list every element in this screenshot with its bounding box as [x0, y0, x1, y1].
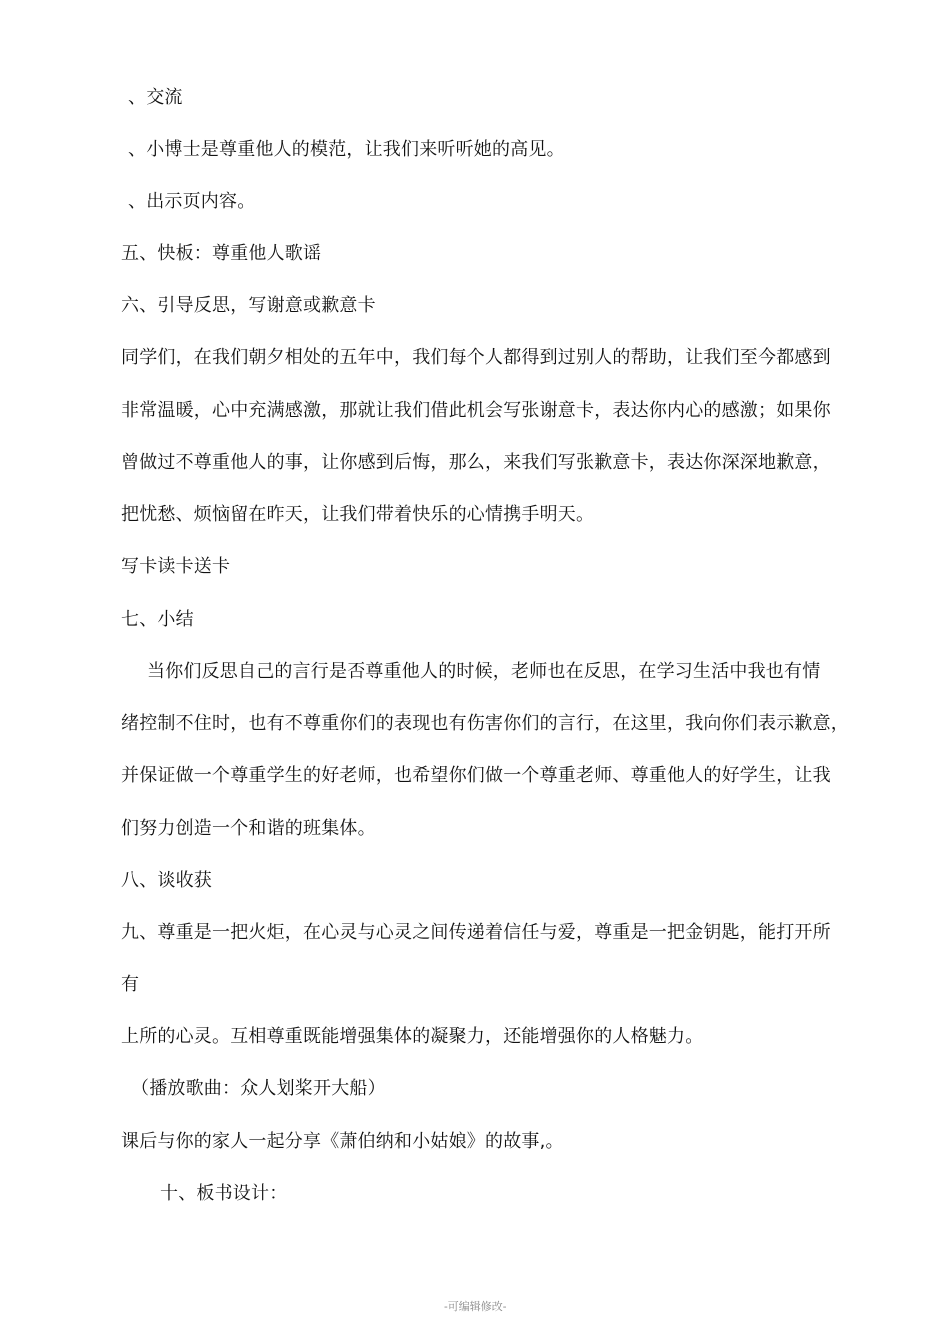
- text-line-card: 写卡读卡送卡: [121, 556, 231, 577]
- paragraph-line-5: 当你们反思自己的言行是否尊重他人的时候，老师也在反思，在学习生活中我也有情: [147, 661, 821, 682]
- text-line-2: 、小博士是尊重他人的模范，让我们来听听她的高见。: [128, 139, 565, 160]
- paragraph-line-9: 九、尊重是一把火炬，在心灵与心灵之间传递着信任与爱，尊重是一把金钥匙，能打开所: [121, 922, 831, 943]
- section-heading-8: 八、谈收获: [121, 870, 212, 891]
- song-note: （播放歌曲：众人划桨开大船）: [131, 1078, 386, 1099]
- paragraph-line-1: 同学们，在我们朝夕相处的五年中，我们每个人都得到过别人的帮助，让我们至今都感到: [121, 347, 831, 368]
- paragraph-line-11: 上所的心灵。互相尊重既能增强集体的凝聚力，还能增强你的人格魅力。: [121, 1026, 704, 1047]
- section-heading-7: 七、小结: [121, 609, 194, 630]
- paragraph-line-2: 非常温暖，心中充满感激，那就让我们借此机会写张谢意卡，表达你内心的感激；如果你: [121, 400, 831, 421]
- paragraph-line-6: 绪控制不住时，也有不尊重你们的表现也有伤害你们的言行，在这里，我向你们表示歉意，: [121, 713, 849, 734]
- homework-line: 课后与你的家人一起分享《萧伯纳和小姑娘》的故事,。: [121, 1131, 564, 1152]
- paragraph-line-3: 曾做过不尊重他人的事，让你感到后悔，那么，来我们写张歉意卡，表达你深深地歉意，: [121, 452, 831, 473]
- section-heading-6: 六、引导反思，写谢意或歉意卡: [121, 295, 376, 316]
- paragraph-line-7: 并保证做一个尊重学生的好老师，也希望你们做一个尊重老师、尊重他人的好学生，让我: [121, 765, 831, 786]
- paragraph-line-10: 有: [121, 974, 140, 995]
- text-line-1: 、交流: [128, 87, 183, 108]
- text-line-3: 、出示页内容。: [128, 191, 256, 212]
- section-heading-5: 五、快板：尊重他人歌谣: [121, 243, 322, 264]
- section-heading-10: 十、板书设计：: [160, 1183, 288, 1204]
- paragraph-line-8: 们努力创造一个和谐的班集体。: [121, 818, 376, 839]
- paragraph-line-4: 把忧愁、烦恼留在昨天，让我们带着快乐的心情携手明天。: [121, 504, 595, 525]
- footer-note: -可编辑修改-: [444, 1300, 507, 1313]
